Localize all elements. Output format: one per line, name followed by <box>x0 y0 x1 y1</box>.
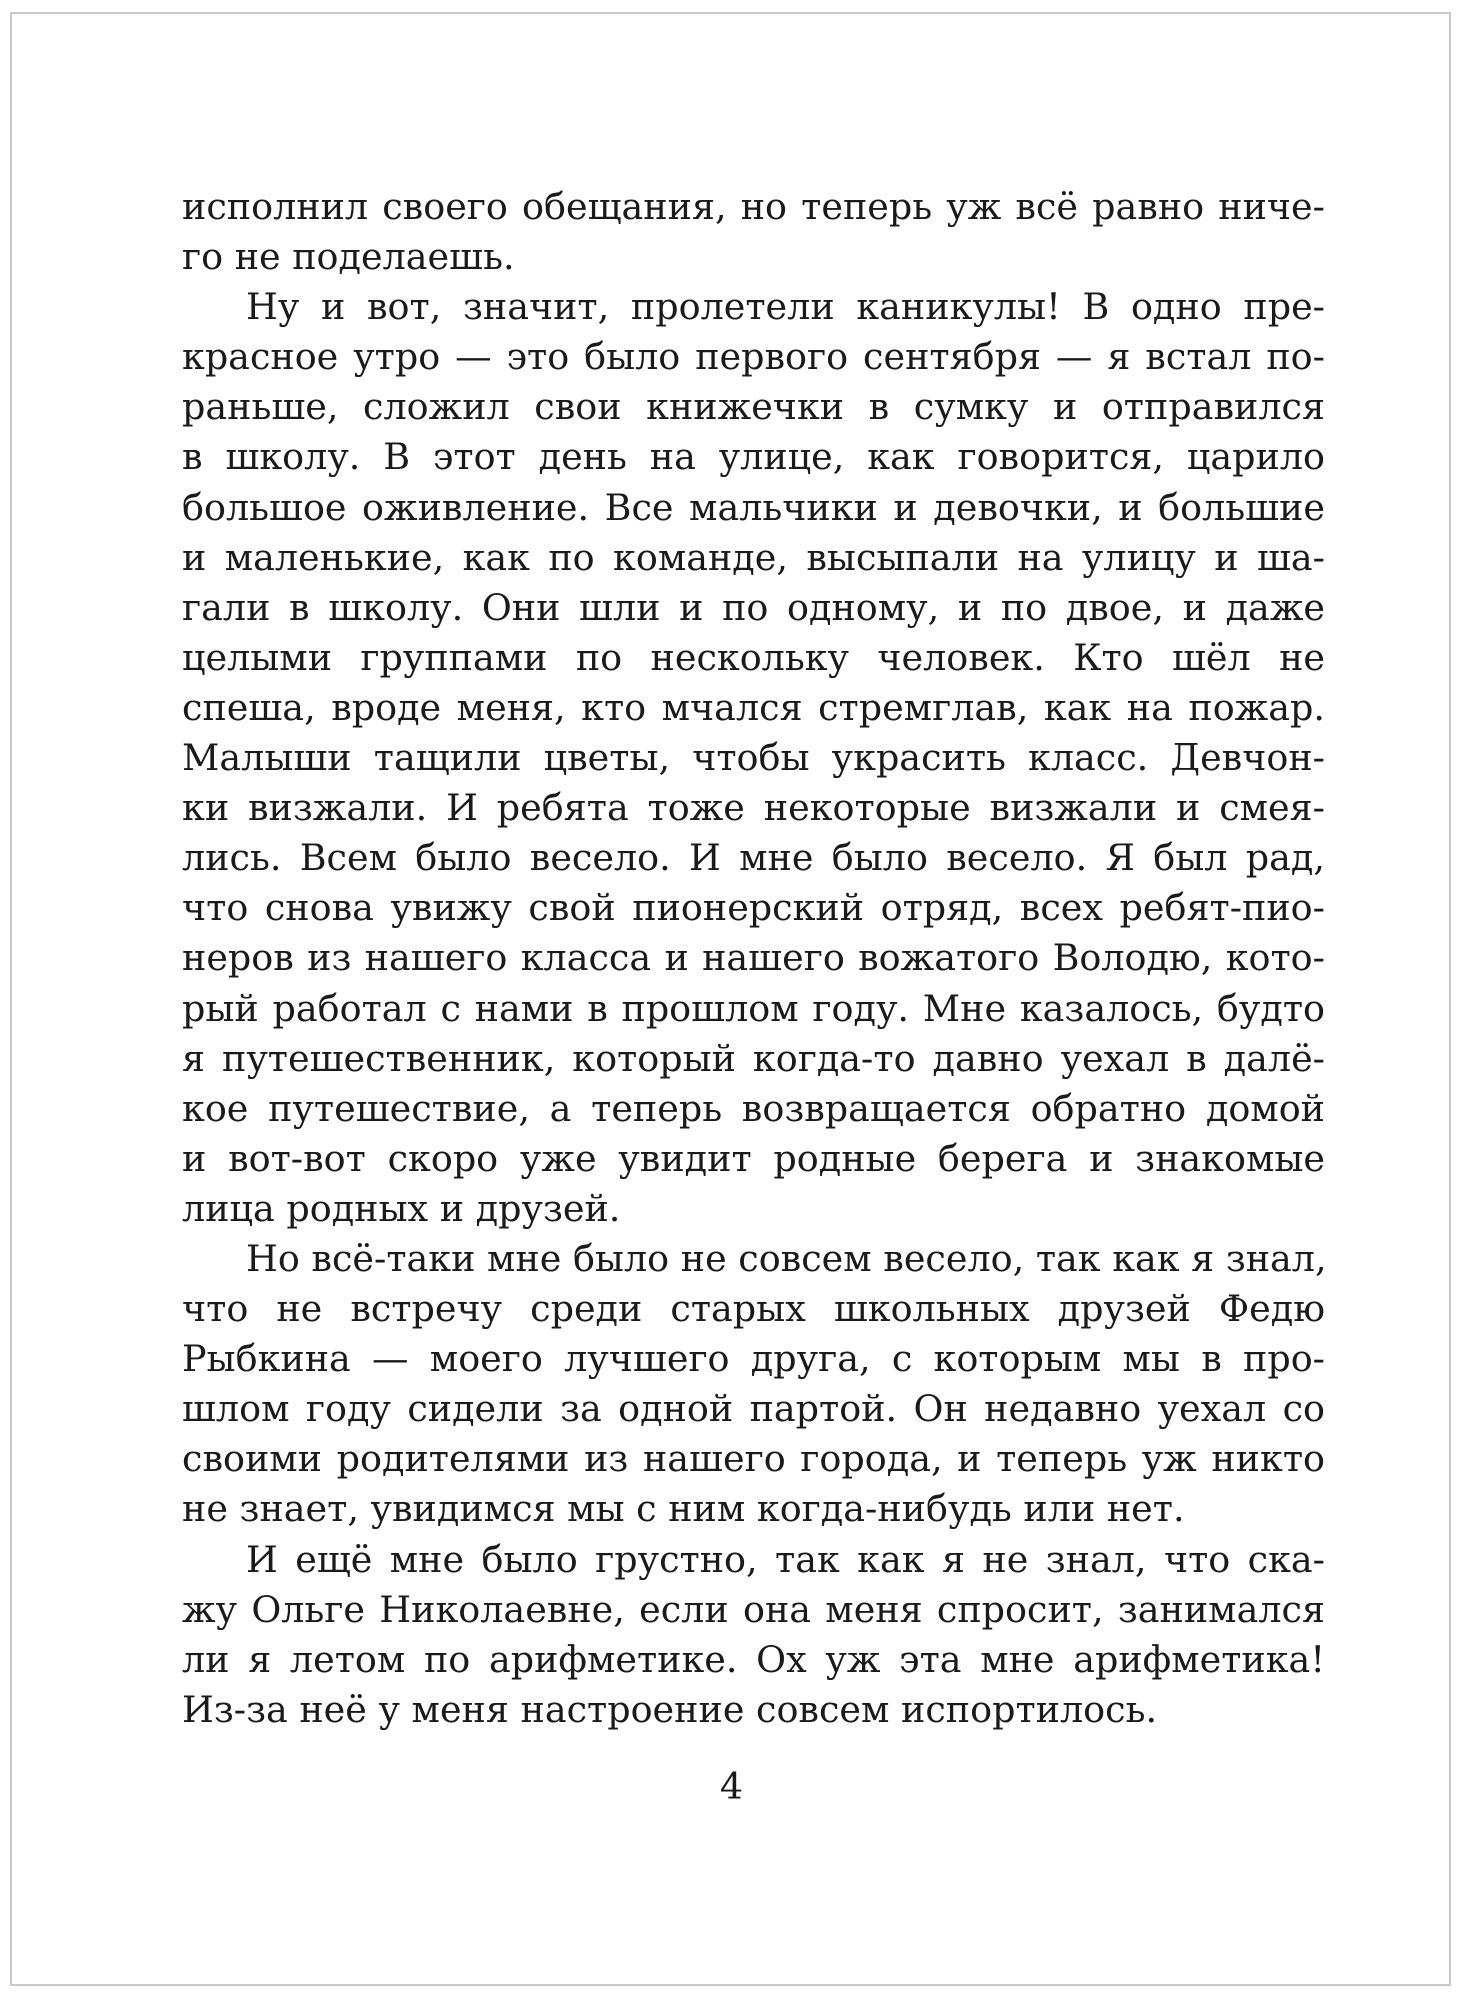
text-line: исполнил своего обещания, но теперь уж всё равно ниче- <box>182 185 1325 228</box>
text-line: ки визжали. И ребята тоже некоторые визжали и смея- <box>182 786 1325 830</box>
text-line: И ещё мне было грустно, так как я не знал, что ска- <box>246 1537 1325 1581</box>
text-line: го не поделаешь. <box>182 235 515 279</box>
text-line: не знает, увидимся мы с ним когда-нибудь или нет. <box>182 1487 1185 1531</box>
paragraph <box>182 182 1325 282</box>
text-line: целыми группами по нескольку человек. Кто шёл не <box>182 635 1325 679</box>
text-line: ли я летом по арифметике. Ох уж эта мне арифметика! <box>182 1637 1325 1681</box>
text-line: неров из нашего класса и нашего вожатого Володю, кото- <box>182 936 1325 980</box>
text-line: лица родных и друзей. <box>182 1186 621 1230</box>
text-line: раньше, сложил свои книжечки в сумку и отправился <box>182 385 1325 429</box>
body-text <box>182 182 1325 1735</box>
page-number: 4 <box>719 1765 744 1808</box>
text-line: гали в школу. Они шли и по одному, и по двое, и даже <box>182 585 1325 629</box>
text-line: шлом году сидели за одной партой. Он недавно уехал со <box>182 1387 1325 1431</box>
text-line: красное утро — это было первого сентября — я встал по- <box>182 335 1325 379</box>
text-line: что не встречу среди старых школьных друзей Федю <box>182 1287 1325 1331</box>
text-line: кое путешествие, а теперь возвращается обратно домой <box>182 1086 1325 1130</box>
text-line: лись. Всем было весело. И мне было весело. Я был рад, <box>182 836 1325 880</box>
text-line: жу Ольге Николаевне, если она меня спросит, занимался <box>182 1587 1325 1631</box>
text-line: рый работал с нами в прошлом году. Мне казалось, будто <box>182 986 1325 1030</box>
text-line: спеша, вроде меня, кто мчался стремглав, как на пожар. <box>182 685 1325 729</box>
text-line: я путешественник, который когда-то давно уехал в далё- <box>182 1036 1325 1080</box>
text-line: Ну и вот, значит, пролетели каникулы! В одно пре- <box>246 285 1325 329</box>
book-page <box>10 12 1451 1986</box>
text-line: и вот-вот скоро уже увидит родные берега и знакомые <box>182 1136 1325 1180</box>
text-line: в школу. В этот день на улице, как говорится, царило <box>182 435 1325 479</box>
text-line: Рыбкина — моего лучшего друга, с которым мы в про- <box>182 1337 1325 1381</box>
paragraph <box>182 1234 1325 1535</box>
text-line: Малыши тащили цветы, чтобы украсить класс. Девчон- <box>182 736 1325 780</box>
text-line: своими родителями из нашего города, и теперь уж никто <box>182 1437 1325 1481</box>
text-line: Но всё-таки мне было не совсем весело, так как я знал, <box>246 1236 1327 1280</box>
paragraph <box>182 282 1325 1234</box>
text-line: Из-за неё у меня настроение совсем испортилось. <box>182 1687 1158 1731</box>
text-line: что снова увижу свой пионерский отряд, всех ребят-пио- <box>182 886 1325 930</box>
text-line: и маленькие, как по команде, высыпали на улицу и ша- <box>182 535 1325 579</box>
text-line: большое оживление. Все мальчики и девочки, и большие <box>182 485 1325 529</box>
paragraph <box>182 1535 1325 1735</box>
